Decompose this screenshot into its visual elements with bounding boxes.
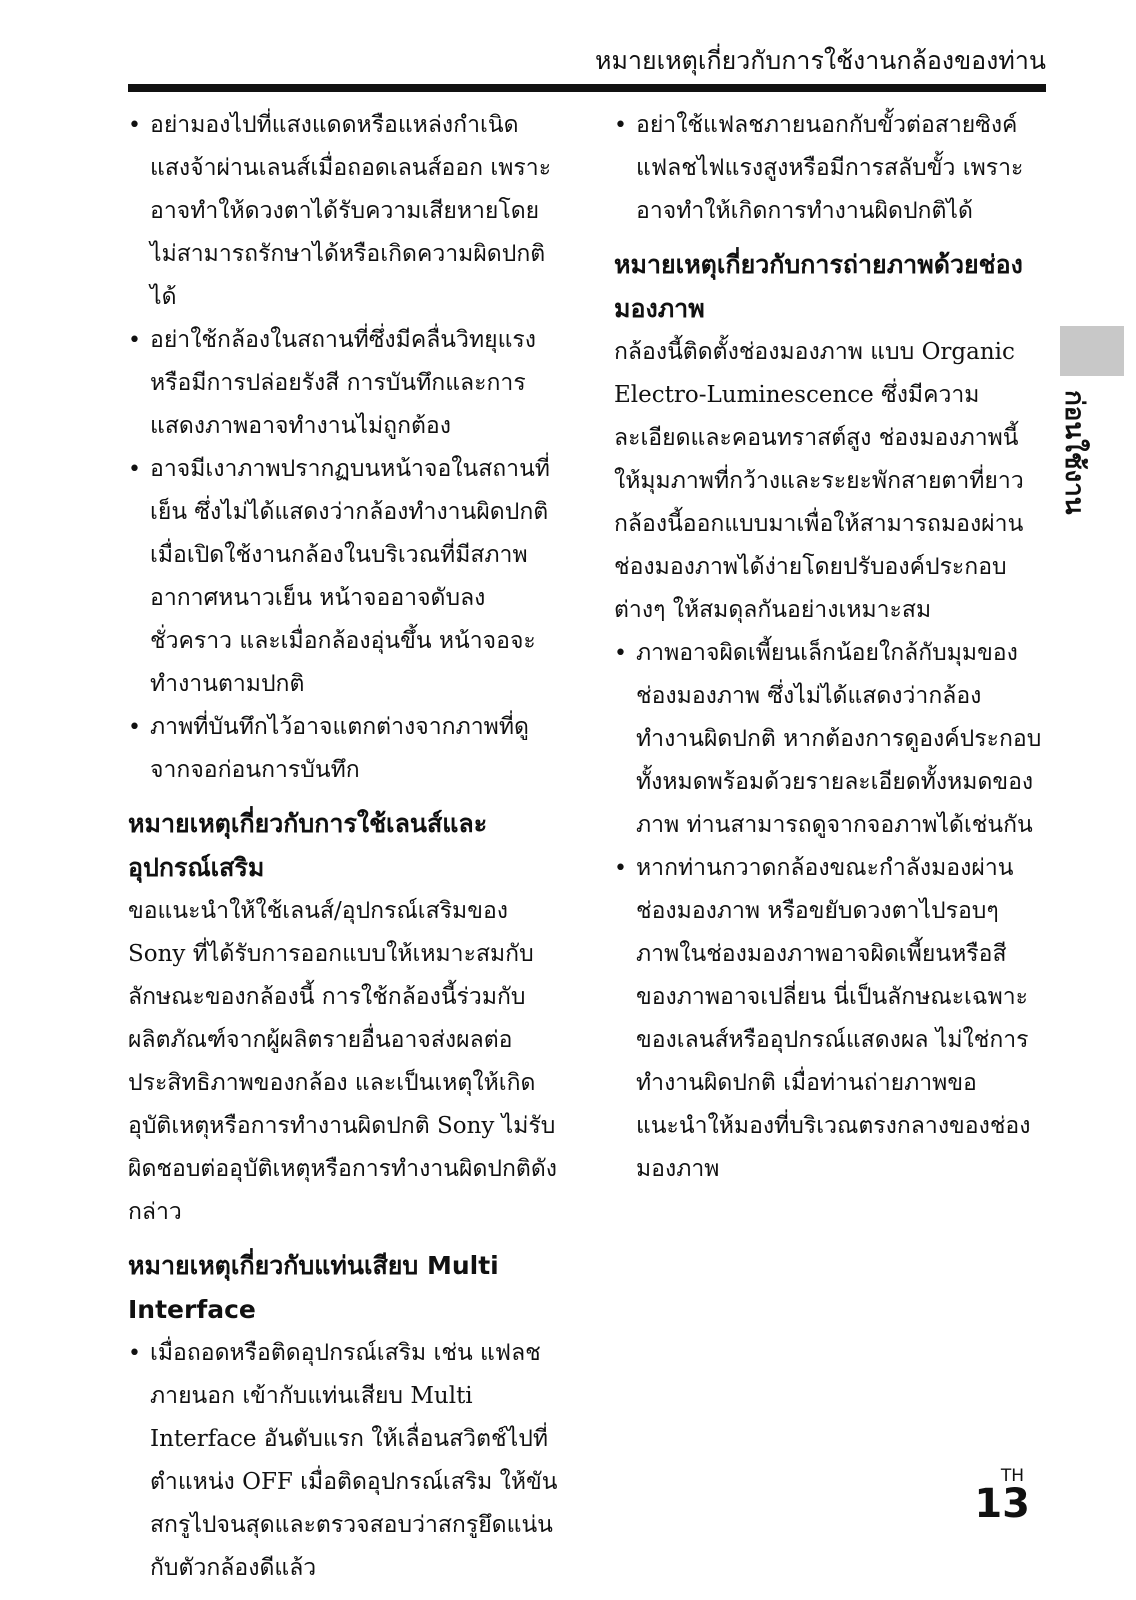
list-item: • เมื่อถอดหรือติดอุปกรณ์เสริม เช่น แฟลชภายนอก เข้ากับแท่นเสียบ Multi Interface อันดับแรก ให้เลื่อนสวิตช์ไปที่ตำแหน่ง OFF เมื่อติดอุปกรณ์เสริม ให้ขันสกรูไปจนสุดและตรวจสอบว่าสกรูยึดแน่นกับตัวกล้องดีแล้ว (128, 1332, 558, 1590)
page-language-code: TH (1000, 1466, 1024, 1486)
multi-interface-heading: หมายเหตุเกี่ยวกับแท่นเสียบ Multi Interface (128, 1251, 499, 1324)
multi-interface-list (128, 1332, 558, 1590)
side-section-label: ก่อนใช้งาน (1059, 390, 1089, 515)
section-tab-marker (1060, 326, 1124, 376)
left-column (128, 104, 558, 1590)
list-item: • ภาพที่บันทึกไว้อาจแตกต่างจากภาพที่ดูจากจอก่อนการบันทึก (128, 706, 558, 792)
list-item: • อย่ามองไปที่แสงแดดหรือแหล่งกำเนิดแสงจ้าผ่านเลนส์เมื่อถอดเลนส์ออก เพราะอาจทำให้ดวงตาได้รับความเสียหายโดยไม่สามารถรักษาได้หรือเกิดความผิดปกติได้ (128, 104, 558, 319)
viewfinder-section-heading: หมายเหตุเกี่ยวกับการถ่ายภาพด้วยช่องมองภาพ (614, 250, 1023, 323)
left-bullet-list (128, 104, 558, 792)
right-column (614, 104, 1044, 1191)
list-item: • ภาพอาจผิดเพี้ยนเล็กน้อยใกล้กับมุมของช่องมองภาพ ซึ่งไม่ได้แสดงว่ากล้องทำงานผิดปกติ หากต้องการดูองค์ประกอบทั้งหมดพร้อมด้วยรายละเอียดทั้งหมดของภาพ ท่านสามารถดูจากจอภาพได้เช่นกัน (614, 632, 1044, 847)
list-item: • อย่าใช้กล้องในสถานที่ซึ่งมีคลื่นวิทยุแรง หรือมีการปล่อยรังสี การบันทึกและการแสดงภาพอาจทำงานไม่ถูกต้อง (128, 319, 558, 448)
list-item: • หากท่านกวาดกล้องขณะกำลังมองผ่านช่องมองภาพ หรือขยับดวงตาไปรอบๆ ภาพในช่องมองภาพอาจผิดเพี้ยนหรือสีของภาพอาจเปลี่ยน นี่เป็นลักษณะเฉพาะของเลนส์หรืออุปกรณ์แสดงผล ไม่ใช่การทำงานผิดปกติ เมื่อท่านถ่ายภาพขอแนะนำให้มองที่บริเวณตรงกลางของช่องมองภาพ (614, 847, 1044, 1191)
page-number: 13 (974, 1481, 1030, 1527)
right-bullet-list (614, 104, 1044, 233)
lens-section-heading: หมายเหตุเกี่ยวกับการใช้เลนส์และอุปกรณ์เสริม (128, 809, 488, 882)
viewfinder-bullet-list (614, 632, 1044, 1191)
lens-section-body: ขอแนะนำให้ใช้เลนส์/อุปกรณ์เสริมของ Sony ที่ได้รับการออกแบบให้เหมาะสมกับลักษณะของกล้องนี้ การใช้กล้องนี้ร่วมกับผลิตภัณฑ์จากผู้ผลิตรายอื่นอาจส่งผลต่อประสิทธิภาพของกล้อง และเป็นเหตุให้เกิดอุบัติเหตุหรือการทำงานผิดปกติ Sony ไม่รับผิดชอบต่ออุบัติเหตุหรือการทำงานผิดปกติดังกล่าว (128, 898, 558, 1225)
running-header-title: หมายเหตุเกี่ยวกับการใช้งานกล้องของท่าน (595, 46, 1046, 75)
header-rule (128, 84, 1046, 92)
list-item: • อย่าใช้แฟลชภายนอกกับขั้วต่อสายซิงค์แฟลชไฟแรงสูงหรือมีการสลับขั้ว เพราะอาจทำให้เกิดการทำงานผิดปกติได้ (614, 104, 1044, 233)
viewfinder-section-body: กล้องนี้ติดตั้งช่องมองภาพ แบบ Organic Electro-Luminescence ซึ่งมีความละเอียดและคอนทราสต์สูง ช่องมองภาพนี้ให้มุมภาพที่กว้างและระยะพักสายตาที่ยาว กล้องนี้ออกแบบมาเพื่อให้สามารถมองผ่านช่องมองภาพได้ง่ายโดยปรับองค์ประกอบต่างๆ ให้สมดุลกันอย่างเหมาะสม (614, 339, 1024, 623)
list-item: • อาจมีเงาภาพปรากฏบนหน้าจอในสถานที่เย็น ซึ่งไม่ได้แสดงว่ากล้องทำงานผิดปกติ เมื่อเปิดใช้งานกล้องในบริเวณที่มีสภาพอากาศหนาวเย็น หน้าจออาจดับลงชั่วคราว และเมื่อกล้องอุ่นขึ้น หน้าจอจะทำงานตามปกติ (128, 448, 558, 706)
